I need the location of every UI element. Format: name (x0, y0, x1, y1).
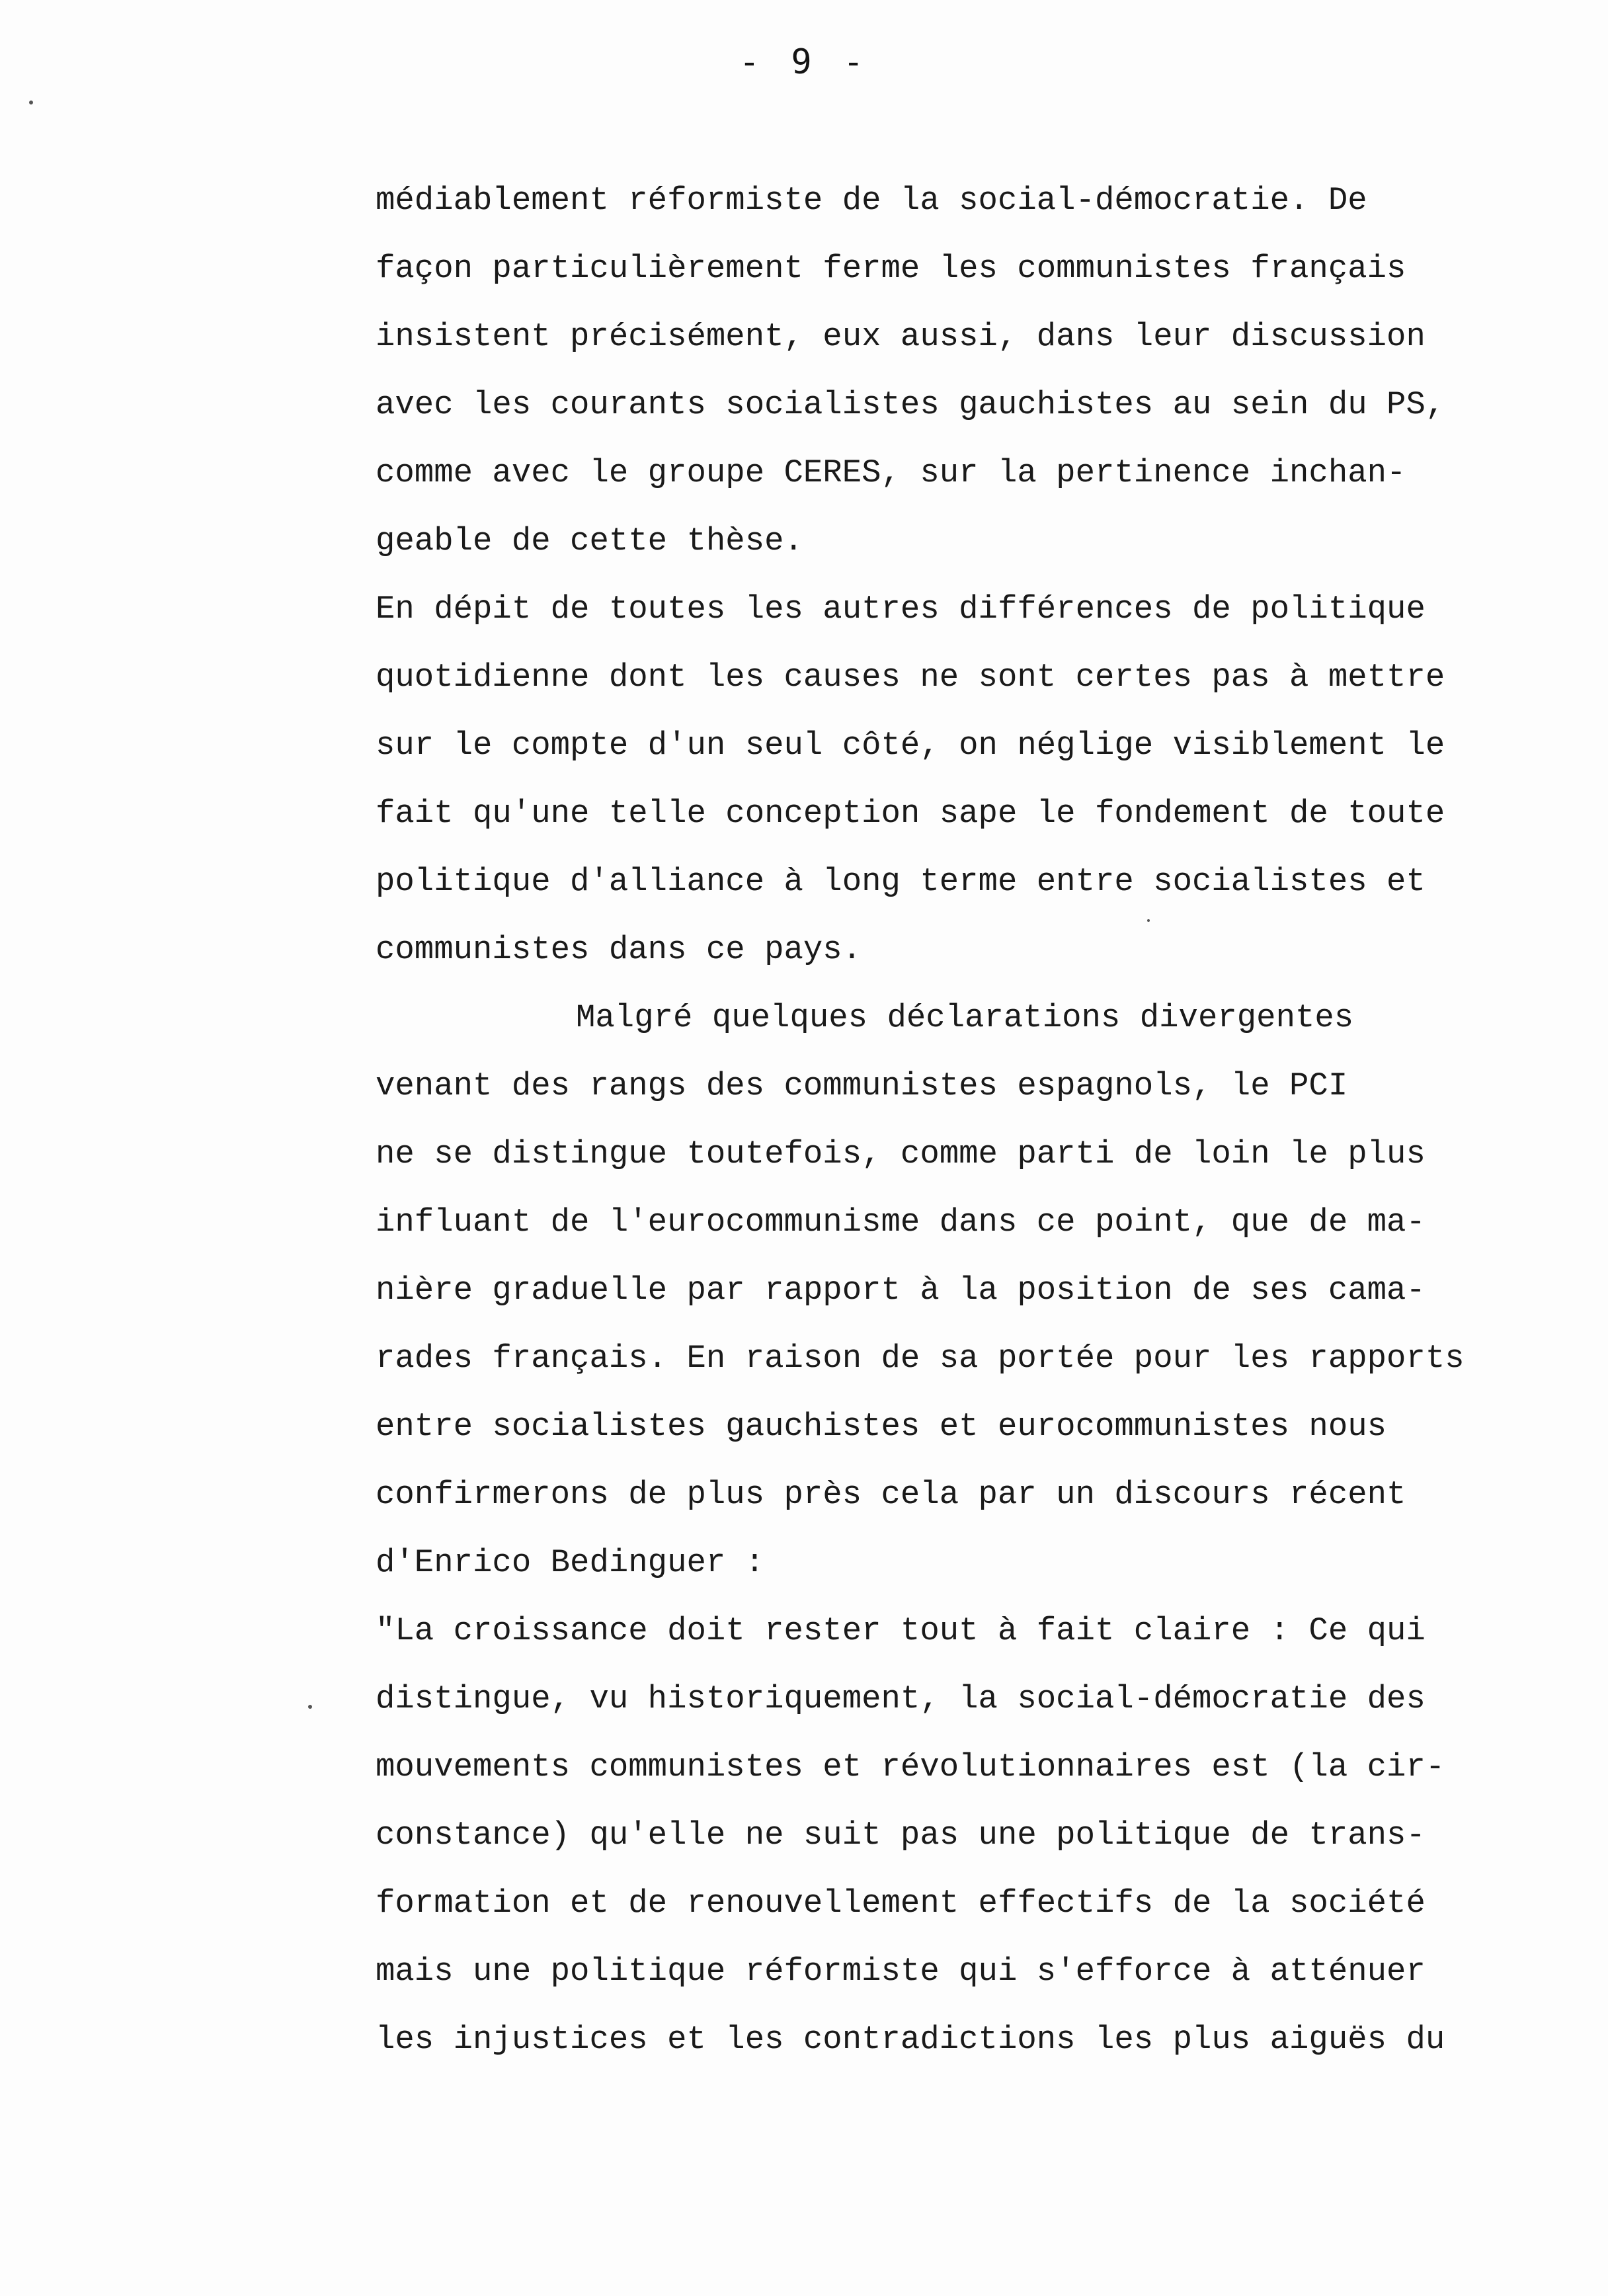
text-line: constance) qu'elle ne suit pas une politique de trans- (376, 1817, 1426, 1854)
text-line: influant de l'eurocommunisme dans ce point, que de ma- (376, 1204, 1426, 1241)
text-line: insistent précisément, eux aussi, dans leur discussion (376, 318, 1426, 355)
text-line: fait qu'une telle conception sape le fondement de toute (376, 795, 1445, 832)
scan-speck (308, 1705, 312, 1709)
text-line: d'Enrico Bedinguer : (376, 1544, 765, 1581)
text-line: mouvements communistes et révolutionnaires est (la cir- (376, 1748, 1445, 1785)
text-line: "La croissance doit rester tout à fait claire : Ce qui (376, 1612, 1426, 1649)
text-line: rades français. En raison de sa portée pour les rapports (376, 1340, 1465, 1377)
text-line: sur le compte d'un seul côté, on néglige visiblement le (376, 727, 1445, 764)
text-line: distingue, vu historiquement, la social-démocratie des (376, 1680, 1426, 1717)
text-line: nière graduelle par rapport à la position de ses cama- (376, 1272, 1426, 1309)
text-line: politique d'alliance à long terme entre socialistes et (376, 863, 1426, 900)
text-line: les injustices et les contradictions les plus aiguës du (376, 2021, 1445, 2058)
text-line: formation et de renouvellement effectifs de la société (376, 1885, 1426, 1922)
body-text (376, 167, 1552, 2074)
scan-speck (1147, 919, 1150, 922)
text-line: entre socialistes gauchistes et eurocommunistes nous (376, 1408, 1387, 1445)
text-line: avec les courants socialistes gauchistes au sein du PS, (376, 386, 1445, 423)
text-line: geable de cette thèse. (376, 522, 803, 559)
text-line: communistes dans ce pays. (376, 931, 862, 968)
scan-speck (29, 101, 33, 104)
text-line: En dépit de toutes les autres différences de politique (376, 591, 1426, 628)
text-line: Malgré quelques déclarations divergentes (576, 999, 1354, 1036)
text-line: venant des rangs des communistes espagnols, le PCI (376, 1067, 1348, 1104)
text-line: mais une politique réformiste qui s'efforce à atténuer (376, 1953, 1426, 1990)
text-line: ne se distingue toutefois, comme parti de loin le plus (376, 1135, 1426, 1172)
text-line: comme avec le groupe CERES, sur la pertinence inchan- (376, 454, 1406, 491)
text-line: quotidienne dont les causes ne sont certes pas à mettre (376, 659, 1445, 696)
text-line: façon particulièrement ferme les communistes français (376, 250, 1406, 287)
text-line: médiablement réformiste de la social-démocratie. De (376, 182, 1367, 219)
page-number: - 9 - (739, 42, 869, 82)
text-line: confirmerons de plus près cela par un discours récent (376, 1476, 1406, 1513)
